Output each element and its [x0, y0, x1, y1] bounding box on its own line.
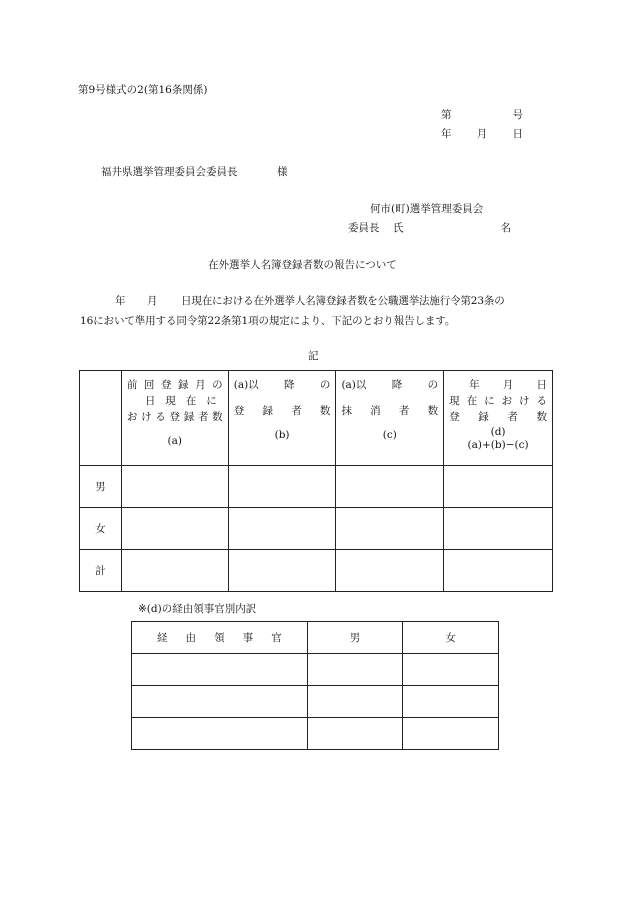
header-female: 女: [403, 622, 499, 654]
header-label-a: (a): [167, 435, 182, 447]
table-cell[interactable]: [336, 508, 444, 550]
body-line1: 日現在における在外選挙人名簿登録者数を公職選挙法施行令第23条の: [181, 295, 505, 307]
header-label-c: (c): [382, 429, 397, 441]
header-added-count: (a)以 降 の 登 録 者 数 (b): [228, 371, 336, 466]
table-cell[interactable]: [336, 466, 444, 508]
table-cell[interactable]: [132, 654, 308, 686]
body-line2: 16において準用する同令第22条第1項の規定により、下記のとおり報告します。: [80, 315, 456, 327]
table-cell[interactable]: [403, 718, 499, 750]
table-cell[interactable]: [307, 654, 403, 686]
number-line: [441, 107, 523, 122]
header-formula-d: (a)+(b)−(c): [467, 439, 529, 451]
table-cell[interactable]: [444, 508, 553, 550]
table-cell[interactable]: [228, 550, 336, 592]
header-blank-cell: [80, 371, 122, 466]
row-label-female: 女: [80, 508, 122, 550]
row-label-total: 計: [80, 550, 122, 592]
table-cell[interactable]: [121, 550, 228, 592]
table-row: [80, 550, 553, 592]
table-cell[interactable]: [307, 686, 403, 718]
table-cell[interactable]: [444, 550, 553, 592]
sender-title: 委員長: [348, 222, 380, 234]
number-label: 第: [441, 109, 452, 121]
table-row: [80, 508, 553, 550]
registration-table: [79, 370, 553, 592]
date-day: 日: [512, 128, 523, 140]
table-cell[interactable]: [228, 466, 336, 508]
addressee-suffix: 様: [277, 166, 288, 178]
table-cell[interactable]: [307, 718, 403, 750]
table-row: [132, 686, 499, 718]
breakdown-note: ※(d)の経由領事官別内訳: [138, 603, 257, 615]
table-row: [132, 654, 499, 686]
table-cell[interactable]: [121, 508, 228, 550]
date-month: 月: [476, 128, 488, 140]
sender-org: 何市(町)選挙管理委員会: [370, 203, 484, 215]
document-title: 在外選挙人名簿登録者数の報告について: [208, 259, 397, 271]
date-line: [441, 126, 523, 141]
date-year: 年: [441, 128, 452, 140]
sender-name-suffix: 名: [500, 222, 511, 234]
sender-name-prefix: 氏: [393, 222, 404, 234]
table-cell[interactable]: [403, 654, 499, 686]
table-header-row: [80, 371, 553, 466]
table-cell[interactable]: [228, 508, 336, 550]
table-cell[interactable]: [132, 718, 308, 750]
table-cell[interactable]: [403, 686, 499, 718]
table-cell[interactable]: [336, 550, 444, 592]
header-label-d: (d): [490, 426, 506, 438]
form-id: 第9号様式の2(第16条関係): [78, 84, 208, 96]
header-current-count: 年 月 日 現 在 に お け る 登 録 者 数 (d) (a)+(b)−(c): [444, 371, 553, 466]
header-removed-count: (a)以 降 の 抹 消 者 数 (c): [336, 371, 444, 466]
table-row: [80, 466, 553, 508]
table-cell[interactable]: [132, 686, 308, 718]
table-cell[interactable]: [121, 466, 228, 508]
header-label-b: (b): [274, 429, 290, 441]
header-prev-count: 前 回 登 録 月 の 日 現 在 に お け る 登 録 者 数 (a): [121, 371, 228, 466]
ki-label: 記: [308, 350, 319, 362]
row-label-male: 男: [80, 466, 122, 508]
table-row: [132, 718, 499, 750]
breakdown-header-row: [132, 622, 499, 654]
header-male: 男: [307, 622, 403, 654]
body-month: 月: [147, 295, 158, 307]
table-cell[interactable]: [444, 466, 553, 508]
body-year: 年: [115, 295, 126, 307]
header-consulate: 経 由 領 事 官: [132, 622, 308, 654]
number-suffix: 号: [512, 109, 523, 121]
consulate-breakdown-table: [131, 621, 499, 750]
sender-name: [393, 220, 511, 235]
addressee: 福井県選挙管理委員会委員長: [101, 166, 238, 178]
